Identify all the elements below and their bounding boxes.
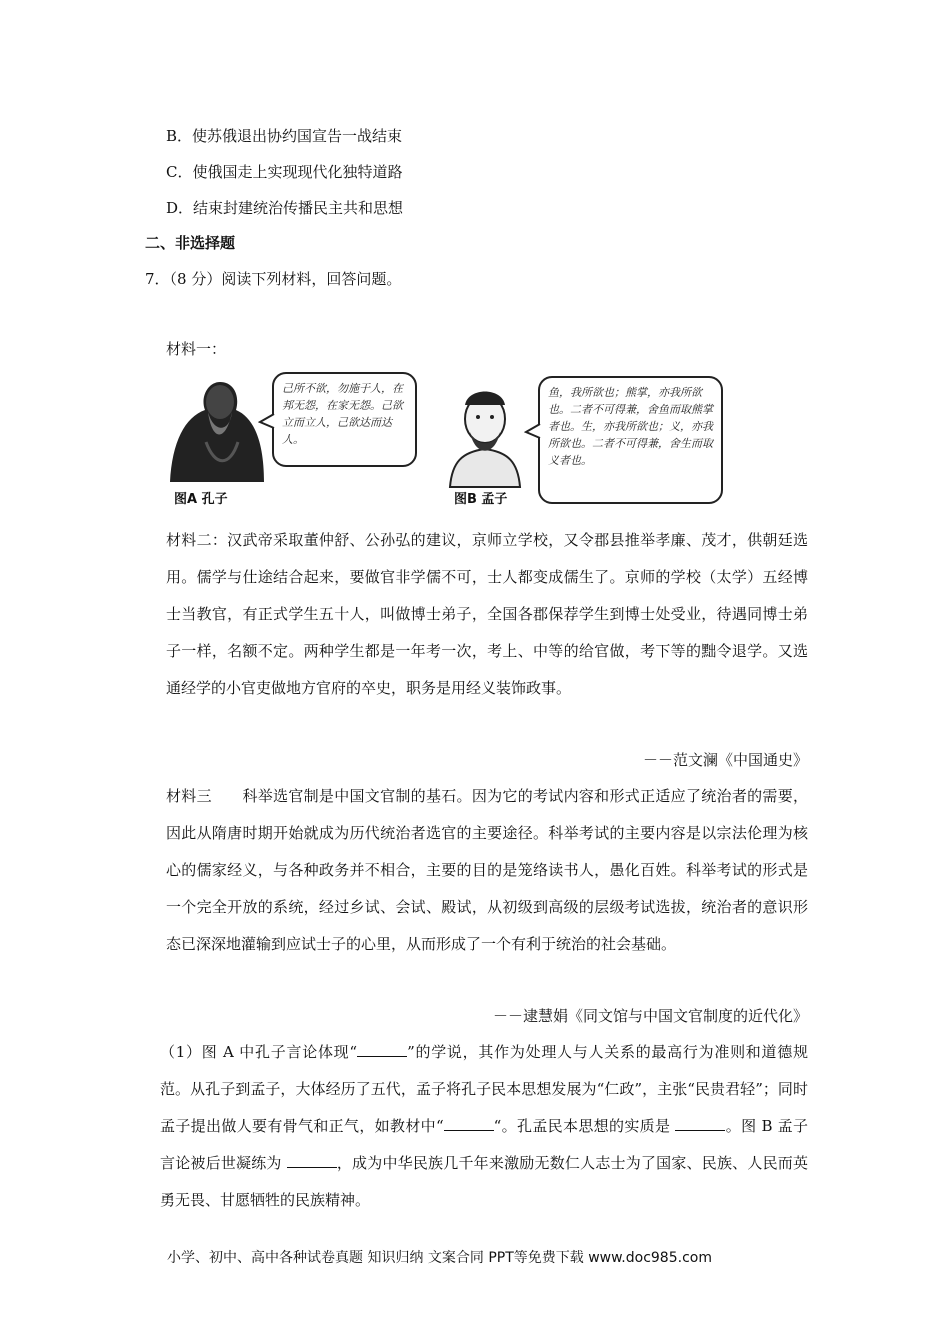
q1-part2: ”的学说，其作为处理人与人关系的最高行为准则和道德规范。从孔子到孟子，大体经历了五代，孟子将孔子民本思想发展为“仁政”，主张“民贵君轻”；同时孟子提出做人要有骨气和正气，如教材中“ <box>160 1043 808 1135</box>
question-text: （8 分）阅读下列材料，回答问题。 <box>169 270 402 288</box>
material3-text: 材料三 科举选官制是中国文官制的基石。因为它的考试内容和形式正适应了统治者的需要，因此从隋唐时期开始就成为历代统治者选官的主要途径。科举考试的主要内容是以宗法伦理为核心的儒家经义，与各种政务并不相合，主要的目的是笼络读书人，愚化百姓。科举考试的形式是一个完全开放的系统，经过乡试、会试、殿试，从初级到高级的层级考试选拔，统治者的意识形态已深深地灌输到应试士子的心里，从而形成了一个有利于统治的社会基础。 <box>166 787 808 953</box>
q1-part5: ，成为中华民族几千年来激励无数仁人志士为了国家、民族、人民而英勇无畏、甘愿牺牲的民族精神。 <box>160 1154 808 1209</box>
bubble-tail-b <box>524 422 544 442</box>
section-title: 二、非选择题 <box>145 234 236 252</box>
confucius-speech-bubble: 己所不欲，勿施于人，在邦无怨，在家无怨。己欲立而立人，己欲达而达人。 <box>272 372 417 467</box>
material2-text: 材料二：汉武帝采取董仲舒、公孙弘的建议，京师立学校，又令郡县推举孝廉、茂才，供朝廷选用。儒学与仕途结合起来，要做官非学儒不可，士人都变成儒生了。京师的学校（太学）五经博士当教官，有正式学生五十人，叫做博士弟子，全国各郡保荐学生到博士处受业，待遇同博士弟子一样，名额不定。两种学生都是一年考一次，考上、中等的给官做，考下等的黜令退学。又选通经学的小官吏做地方官府的卒史，职务是用经义装饰政事。 <box>166 531 808 697</box>
question-7 <box>145 269 401 289</box>
blank-2[interactable] <box>444 1116 494 1131</box>
material3-source: －－逮慧娟《同文馆与中国文官制度的近代化》 <box>492 1007 808 1025</box>
figure-b-caption: 图B 孟子 <box>454 492 508 507</box>
bubble-tail-a <box>258 412 278 432</box>
material2-source: －－范文澜《中国通史》 <box>642 751 808 769</box>
material1-label: 材料一： <box>166 340 227 358</box>
q1-part1: （1）图 A 中孔子言论体现“ <box>160 1043 358 1061</box>
mencius-speech-bubble: 鱼，我所欲也；熊掌，亦我所欲也。二者不可得兼，舍鱼而取熊掌者也。生，亦我所欲也；义，亦我所欲也。二者不可得兼，舍生而取义者也。 <box>538 376 723 504</box>
figure-a <box>160 372 420 507</box>
option-d: D．结束封建统治传播民主共和思想 <box>166 199 404 217</box>
blank-1[interactable] <box>357 1042 407 1057</box>
q1-part4: 。图 B 孟子言论被后世凝练为 <box>160 1117 808 1172</box>
blank-3[interactable] <box>675 1116 725 1131</box>
footer-text: 小学、初中、高中各种试卷真题 知识归纳 文案合同 PPT等免费下载 www.doc985.com <box>167 1250 712 1266</box>
blank-4[interactable] <box>287 1153 337 1168</box>
q1-part3: “。孔孟民本思想的实质是 <box>493 1117 676 1135</box>
confucius-portrait <box>160 372 270 487</box>
figure-b <box>440 372 740 507</box>
option-c: C．使俄国走上实现现代化独特道路 <box>166 163 403 181</box>
figure-a-caption: 图A 孔子 <box>174 492 228 507</box>
option-b: B．使苏俄退出协约国宣告一战结束 <box>166 127 403 145</box>
mencius-portrait <box>440 377 530 492</box>
question-number: 7． <box>145 270 170 288</box>
sub-question-1 <box>160 1034 808 1219</box>
